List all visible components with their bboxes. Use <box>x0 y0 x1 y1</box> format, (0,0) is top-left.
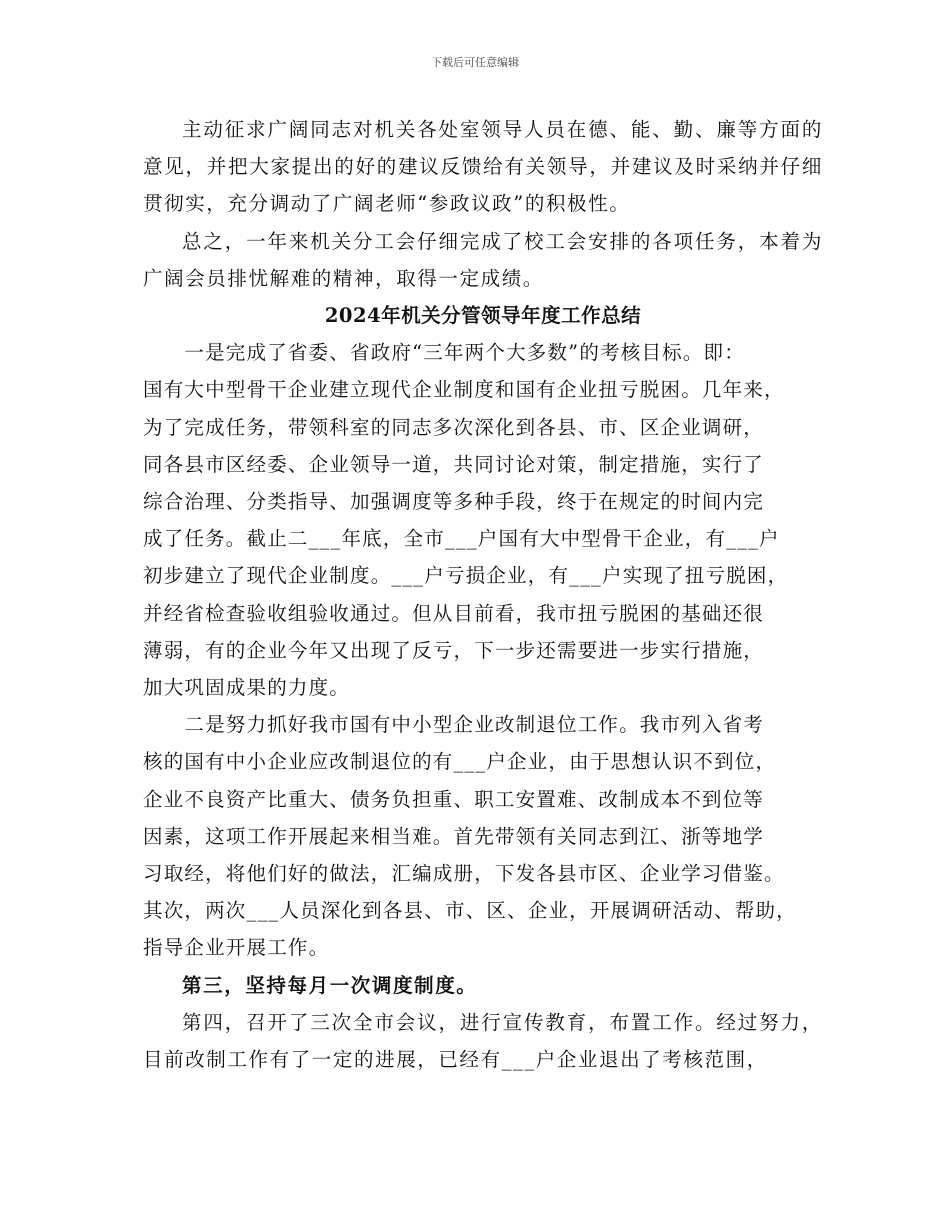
paragraph-3: 一是完成了省委、省政府“三年两个大多数”的考核目标。即： 国有大中型骨干企业建立现代企业制度和国有企业扭亏脱困。几年来， 为了完成任务，带领科室的同志多次深化到各县、市、区企业调研， 同各县市区经委、企业领导一道，共同讨论对策，制定措施，实行了 综合治理、分类指导、加强调度等多种手段，终于在规定的时间内完 成了任务。截止二___年底，全市___户国有大中型骨干企业，有___户 初步建立了现代企业制度。___户亏损企业，有___户实现了扭亏脱困， 并经省检查验收组验收通过。但从目前看，我市扭亏脱困的基础还很 薄弱，有的企业今年又出现了反亏，下一步还需要进一步实行措施， 加大巩固成果的力度。 <box>143 341 789 700</box>
paragraph-1: 主动征求广阔同志对机关各处室领导人员在德、能、勤、廉等方面的意见，并把大家提出的好的建议反馈给有关领导，并建议及时采纳并仔细贯彻实，充分调动了广阔老师“参政议政”的积极性。 <box>143 118 823 216</box>
paragraph-2: 总之，一年来机关分工会仔细完成了校工会安排的各项任务，本着为广阔会员排忧解难的精神，取得一定成绩。 <box>143 229 823 290</box>
paragraph-6: 第四，召开了三次全市会议，进行宣传教育，布置工作。经过努力，目前改制工作有了一定的进展，已经有___户企业退出了考核范围， <box>143 1010 823 1072</box>
page-header: 下载后可任意编辑 <box>431 56 519 69</box>
document-body <box>143 111 823 1078</box>
paragraph-5: 第三，坚持每月一次调度制度。 <box>182 973 478 997</box>
paragraph-4: 二是努力抓好我市国有中小型企业改制退位工作。我市列入省考 核的国有中小企业应改制退位的有___户企业，由于思想认识不到位， 企业不良资产比重大、债务负担重、职工安置难、改制成本不到位等 因素，这项工作开展起来相当难。首先带领有关同志到江、浙等地学 习取经，将他们好的做法，汇编成册，下发各县市区、企业学习借鉴。 其次，两次___人员深化到各县、市、区、企业，开展调研活动、帮助， 指导企业开展工作。 <box>143 713 797 960</box>
section-title: 2024年机关分管领导年度工作总结 <box>324 304 642 328</box>
